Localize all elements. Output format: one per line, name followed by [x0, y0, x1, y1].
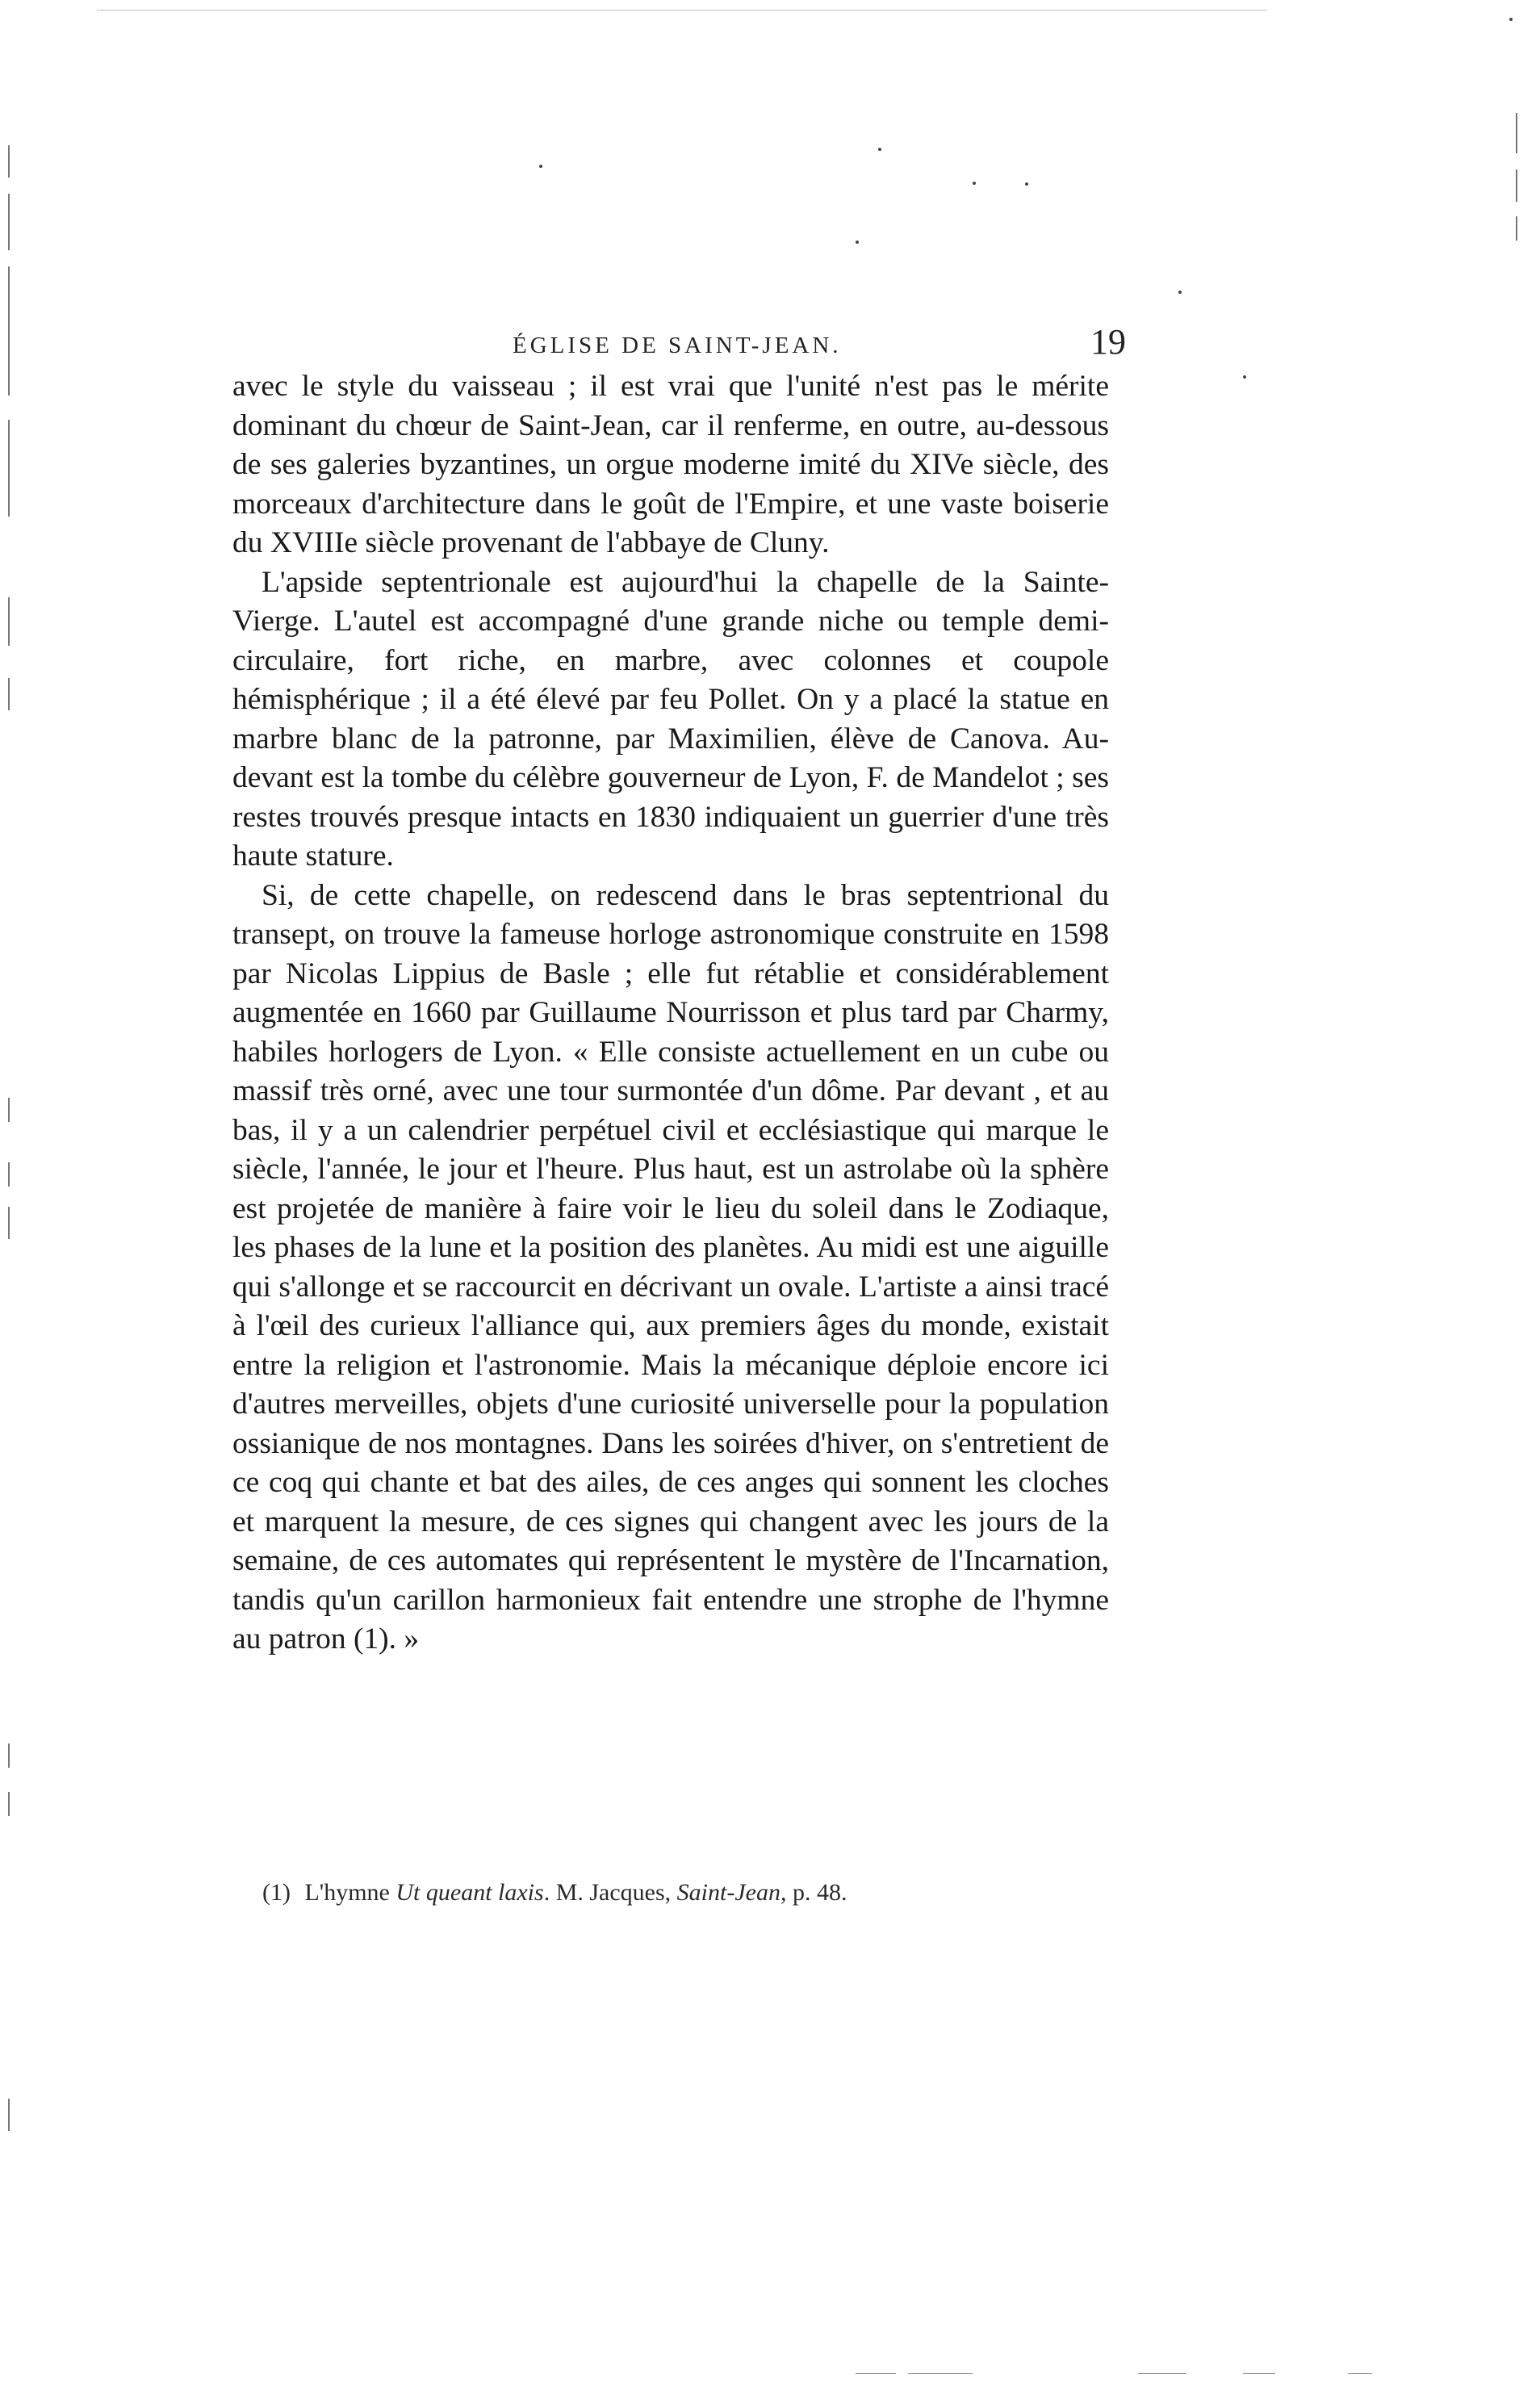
scan-speck	[973, 182, 976, 185]
scan-speck	[1509, 18, 1513, 21]
left-edge-mark	[8, 420, 10, 517]
bottom-edge-mark	[908, 2373, 973, 2374]
page-number: 19	[1090, 322, 1126, 362]
paragraph-2: L'apside septentrionale est aujourd'hui la chapelle de la Sainte-Vierge. L'autel est accompagné d'une grande niche ou temple demi-circulaire, fort riche, en marbre, avec colonnes et coupole hémisphérique ; il a été élevé par feu Pollet. On y a placé la statue en marbre blanc de la patronne, par Maximilien, élève de Canova. Au-devant est la tombe du célèbre gouverneur de Lyon, F. de Mandelot ; ses restes trouvés presque intacts en 1830 indiquaient un guerrier d'une très haute stature.	[232, 565, 1109, 873]
scan-speck	[1178, 291, 1182, 294]
bottom-edge-mark	[1138, 2373, 1186, 2374]
left-edge-mark	[8, 1207, 10, 1239]
footnote-marker: (1)	[262, 1879, 291, 1906]
scan-speck	[1025, 182, 1028, 186]
footnote-work-title: Saint-Jean	[676, 1879, 780, 1906]
left-edge-mark	[8, 678, 10, 710]
footnote	[262, 1877, 1110, 1909]
right-edge-mark	[1516, 216, 1517, 241]
left-edge-mark	[8, 1098, 10, 1122]
left-edge-mark	[8, 1792, 10, 1816]
left-edge-mark	[8, 1162, 10, 1187]
right-edge-mark	[1516, 113, 1517, 153]
footnote-text-before: L'hymne	[304, 1879, 390, 1906]
right-edge-mark	[1516, 170, 1517, 202]
main-text	[232, 367, 1109, 1660]
scan-speck	[539, 165, 542, 168]
bottom-edge-mark	[1243, 2373, 1275, 2374]
footnote-text-middle: . M. Jacques,	[543, 1879, 672, 1906]
scan-speck	[1243, 375, 1246, 379]
page-header	[464, 321, 1126, 370]
bottom-edge-mark	[856, 2373, 896, 2374]
left-edge-mark	[8, 1743, 10, 1768]
running-head: ÉGLISE DE SAINT-JEAN.	[513, 333, 842, 358]
left-edge-mark	[8, 145, 10, 178]
paragraph-3: Si, de cette chapelle, on redescend dans le bras septentrional du transept, on trouve la fameuse horloge astronomique construite en 1598 par Nicolas Lippius de Basle ; elle fut rétablie et considérablement augmentée en 1660 par Guillaume Nourrisson et plus tard par Charmy, habiles horlogers de Lyon. « Elle consiste actuellement en un cube ou massif très orné, avec une tour surmontée d'un dôme. Par devant , et au bas, il y a un calendrier perpétuel civil et ecclésiastique qui marque le siècle, l'année, le jour et l'heure. Plus haut, est un astrolabe où la sphère est projetée de manière à faire voir le lieu du soleil dans le Zodiaque, les phases de la lune et la position des planètes. Au midi est une aiguille qui s'allonge et se raccourcit en décrivant un ovale. L'artiste a ainsi tracé à l'œil des curieux l'alliance qui, aux premiers âges du monde, existait entre la religion et l'astronomie. Mais la mécanique déploie encore ici d'autres merveilles, objets d'une curiosité universelle pour la population ossianique de nos montagnes. Dans les soirées d'hiver, on s'entretient de ce coq qui chante et bat des ailes, de ces anges qui sonnent les cloches et marquent la mesure, de ces signes qui changent avec les jours de la semaine, de ces automates qui représentent le mystère de l'Incarnation, tandis qu'un carillon harmonieux fait entendre une strophe de l'hymne au patron (1). »	[232, 878, 1109, 1656]
bottom-edge-mark	[1348, 2373, 1372, 2374]
scan-speck	[856, 241, 859, 244]
left-edge-mark	[8, 597, 10, 646]
left-edge-mark	[8, 194, 10, 250]
scan-speck	[878, 148, 881, 151]
left-edge-mark	[8, 266, 10, 396]
left-edge-mark	[8, 2099, 10, 2131]
footnote-hymn-title: Ut queant laxis	[395, 1879, 544, 1906]
paragraph-1: avec le style du vaisseau ; il est vrai que l'unité n'est pas le mérite dominant du chœur de Saint-Jean, car il renferme, en outre, au-dessous de ses galeries byzantines, un orgue moderne imité du XIVe siècle, des morceaux d'architecture dans le goût de l'Empire, et une vaste boiserie du XVIIIe siècle provenant de l'abbaye de Cluny.	[232, 370, 1109, 559]
footnote-text-after: , p. 48.	[780, 1879, 847, 1906]
